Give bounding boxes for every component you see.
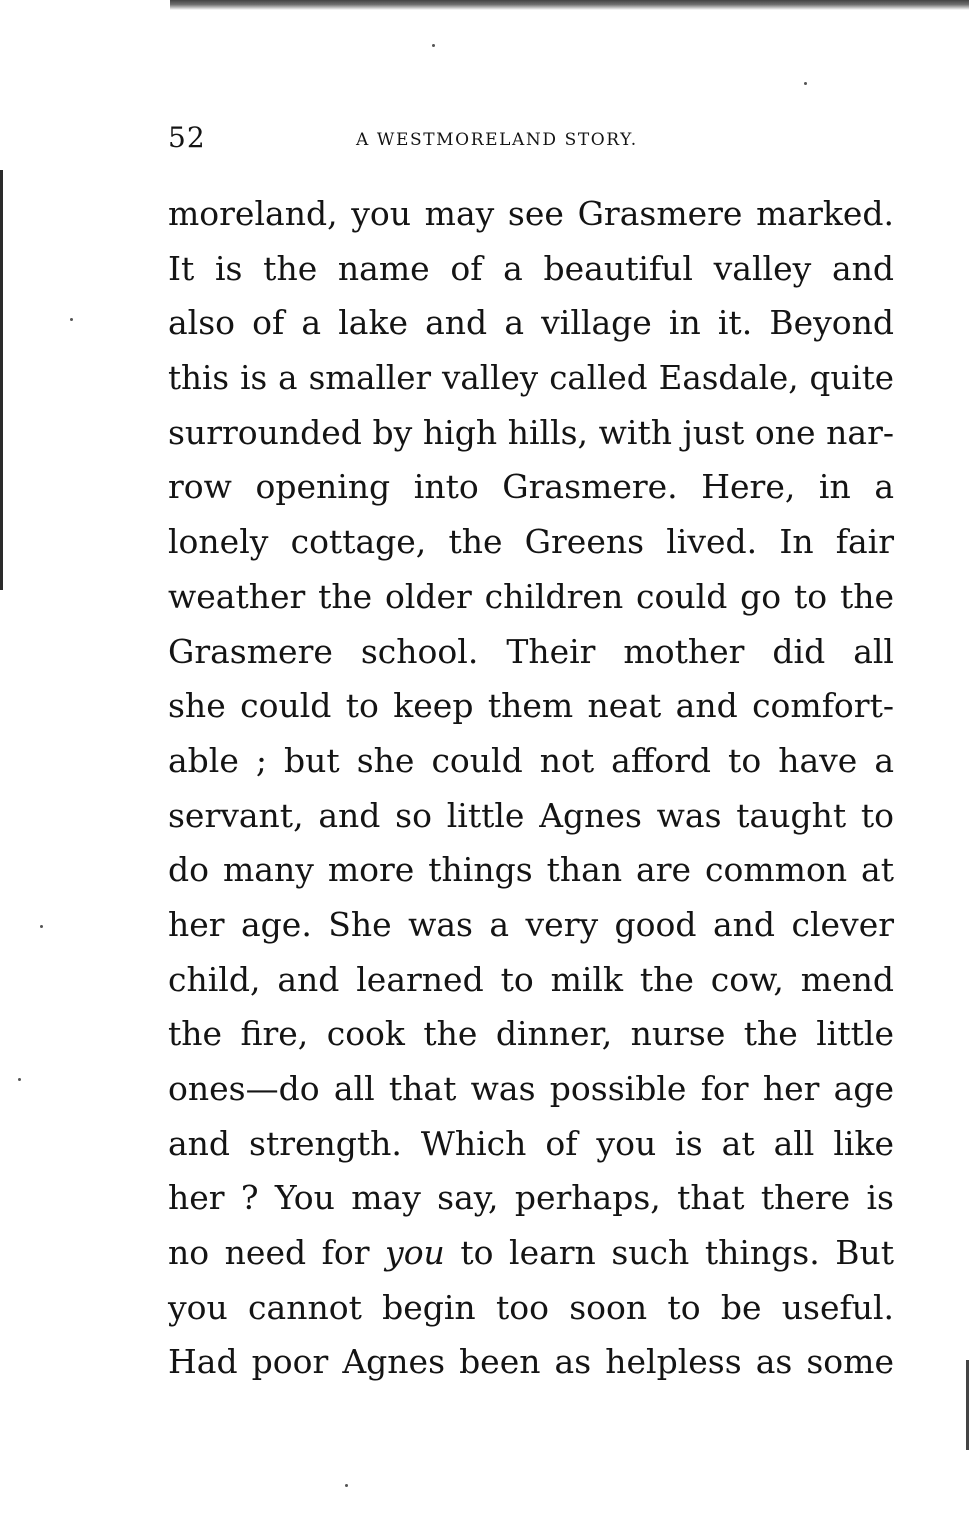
text-line: surrounded by high hills, with just one nar- [168,412,894,452]
text-line: you cannot begin too soon to be useful. [168,1287,894,1327]
text-segment: to learn such things. But [444,1233,894,1273]
text-line: row opening into Grasmere. Here, in a [168,467,894,507]
text-line: she could to keep them neat and comfort- [168,686,894,726]
scan-speck [432,44,435,47]
text-line: her age. She was a very good and clever [168,904,894,944]
italic-word: you [385,1233,445,1273]
scan-speck [804,82,807,85]
running-head [168,120,728,160]
running-title: A WESTMORELAND STORY. [356,130,638,150]
text-line: moreland, you may see Grasmere marked. [168,194,894,233]
scan-speck [70,318,73,321]
scan-speck [18,1078,21,1081]
scan-speck [40,925,43,928]
text-segment: no need for [168,1233,386,1273]
text-line: child, and learned to milk the cow, mend [168,959,894,999]
scan-speck [345,1484,348,1487]
text-line: this is a smaller valley called Easdale, quite [168,359,894,398]
text-line: ones—do all that was possible for her age [168,1069,894,1108]
text-line: It is the name of a beautiful valley and [168,248,894,288]
text-line: her ? You may say, perhaps, that there is [168,1178,894,1218]
text-line: servant, and so little Agnes was taught to [168,795,894,835]
text-line: Grasmere school. Their mother did all [168,631,894,671]
text-line: also of a lake and a village in it. Beyond [168,303,894,343]
text-line: lonely cottage, the Greens lived. In fair [168,522,894,562]
text-line: and strength. Which of you is at all like [168,1123,894,1163]
text-line-with-italic [168,1226,894,1281]
scan-top-edge [170,0,969,10]
text-line: Had poor Agnes been as helpless as some [168,1342,894,1382]
page-number: 52 [168,121,206,154]
text-line: do many more things than are common at [168,850,894,890]
text-line: able ; but she could not afford to have a [168,740,894,780]
body-text [168,187,894,1390]
text-line: the fire, cook the dinner, nurse the little [168,1014,894,1054]
scan-left-edge [0,170,3,590]
text-line: weather the older children could go to the [168,576,894,616]
